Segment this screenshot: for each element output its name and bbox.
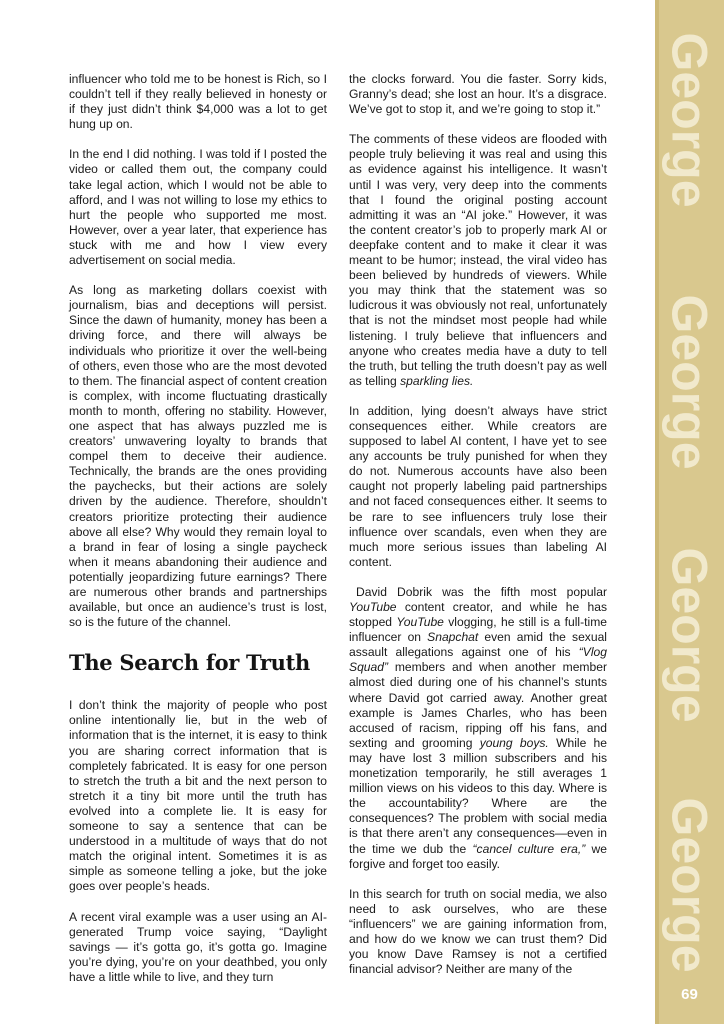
sidebar-name-mark: George (661, 294, 718, 470)
emphasis-text: YouTube (349, 600, 397, 614)
paragraph: In the end I did nothing. I was told if I posted the video or called them out, the company could take legal action, which I would not be able to afford, and I was not willing to lose my ethics to hurt the people who supported me most. However, over a year later, that experience has stuck with me and how I view every advertisement on social media. (69, 147, 327, 268)
paragraph: In addition, lying doesn’t always have strict consequences either. While creators are supposed to label AI content, I have yet to see any accounts be truly punished for when they do not. Numerous accounts have also been caught not properly labeling paid partnerships and not faced consequences either. It seems to be rare to see influencers truly lose their influence over scandals, even when they are much more serious issues than labeling AI content. (349, 403, 607, 569)
sidebar-name-mark: George (661, 32, 718, 208)
paragraph-text: The comments of these videos are flooded with people truly believing it was real and using this as evidence against his intelligence. It wasn’t until I was very, very deep into the comments that I found the original posting account admitting it was an “AI joke.” However, it was the content creator’s job to properly mark AI or deepfake content and to make it clear it was meant to be humor; instead, the viral video has been believed by hundreds of viewers. While you may think that the statement was so ludicrous it was obviously not real, unfortunately that is not the mindset most people had while listening. I truly believe that influencers and anyone who creates media have a duty to tell the truth, but telling the truth doesn’t pay as well as telling (349, 132, 607, 388)
right-column (349, 72, 607, 992)
emphasis-text: sparkling lies. (400, 373, 474, 388)
paragraph-text: vlogging, he still is a full-time influencer on (349, 615, 607, 645)
paragraph-text: content creator, and while he has stopped (349, 600, 607, 630)
paragraph-text: While he may have lost 3 million subscribers and his monetization temporarily, he still averages 1 million views on his videos to this day. Where is the accountability? Where are the consequences? The problem with social media is that there aren’t any consequences—even in the time we dub the (349, 735, 608, 856)
page-number: 69 (681, 986, 698, 1003)
left-column (69, 72, 327, 1000)
emphasis-text: young boys. (479, 735, 549, 750)
paragraph: the clocks forward. You die faster. Sorry kids, Granny’s dead; she lost an hour. It’s a disgrace. We’ve got to stop it, and we’re going to stop it.” (349, 72, 607, 117)
emphasis-text: “Vlog Squad” (349, 645, 607, 675)
paragraph (349, 585, 607, 872)
emphasis-text: YouTube (396, 615, 444, 630)
paragraph: A recent viral example was a user using an AI-generated Trump voice saying, “Daylight savings — it’s gotta go, it’s gotta go. Imagine you’re dying, you’re on your deathbed, you only have a little while to live, and they turn (69, 909, 327, 984)
paragraph-text: even amid the sexual assault allegations against one of his (349, 630, 607, 660)
paragraph-text: members and when another member almost died during one of his channel’s stunts where David got carried away. Another great example is James Charles, who has been accused of racism, ripping off his fans, and sexting and grooming (349, 660, 607, 750)
paragraph-text: David Dobrik was the fifth most popular (356, 584, 607, 599)
paragraph-text: we forgive and forget too easily. (349, 841, 607, 871)
paragraph: I don’t think the majority of people who post online intentionally lie, but in the web of information that is the internet, it is easy to think you are sharing correct information that is completely fabricated. It is easy for one person to stretch the truth a bit and the next person to stretch it a tiny bit more until the truth has evolved into a complete lie. It is easy for someone to say a sentence that can be understood in a multitude of ways that do not match the original intent. Sometimes it is as simple as someone telling a joke, but the joke goes over people’s heads. (69, 698, 327, 894)
emphasis-text: Snapchat (427, 630, 479, 645)
sidebar-name-mark: George (661, 547, 718, 723)
section-heading: The Search for Truth (69, 650, 310, 676)
sidebar-name-mark: George (661, 797, 718, 973)
paragraph (349, 132, 607, 389)
paragraph: In this search for truth on social media, we also need to ask ourselves, who are these “influencers” we are gaining information from, and how do we know we can trust them? Did you know Dave Ramsey is not a certified financial advisor? Neither are many of the (349, 886, 607, 977)
sidebar-band (655, 0, 724, 1024)
paragraph: As long as marketing dollars coexist with journalism, bias and deceptions will persist. Since the dawn of humanity, money has been a driving force, and there will always be individuals who prioritize it over the well-being of others, even those who are the most devoted to them. The financial aspect of content creation is complex, with income fluctuating drastically month to month, offering no stability. However, one aspect that has always puzzled me is creators’ unwavering loyalty to brands that compel them to deceive their audience. Technically, the brands are the ones providing the paychecks, but their actions are solely driven by the audience. Therefore, shouldn’t creators prioritize protecting their audience above all else? Why would they remain loyal to a brand in fear of losing a single paycheck when it means abandoning their audience and potentially jeopardizing future earnings? There are numerous other brands and partnerships available, but once an audience’s trust is lost, so is the future of the channel. (69, 283, 327, 630)
emphasis-text: “cancel culture era,” (472, 841, 586, 856)
paragraph: influencer who told me to be honest is Rich, so I couldn’t tell if they really believed in honesty or if they just didn’t think $4,000 was a lot to get hung up on. (69, 72, 327, 132)
